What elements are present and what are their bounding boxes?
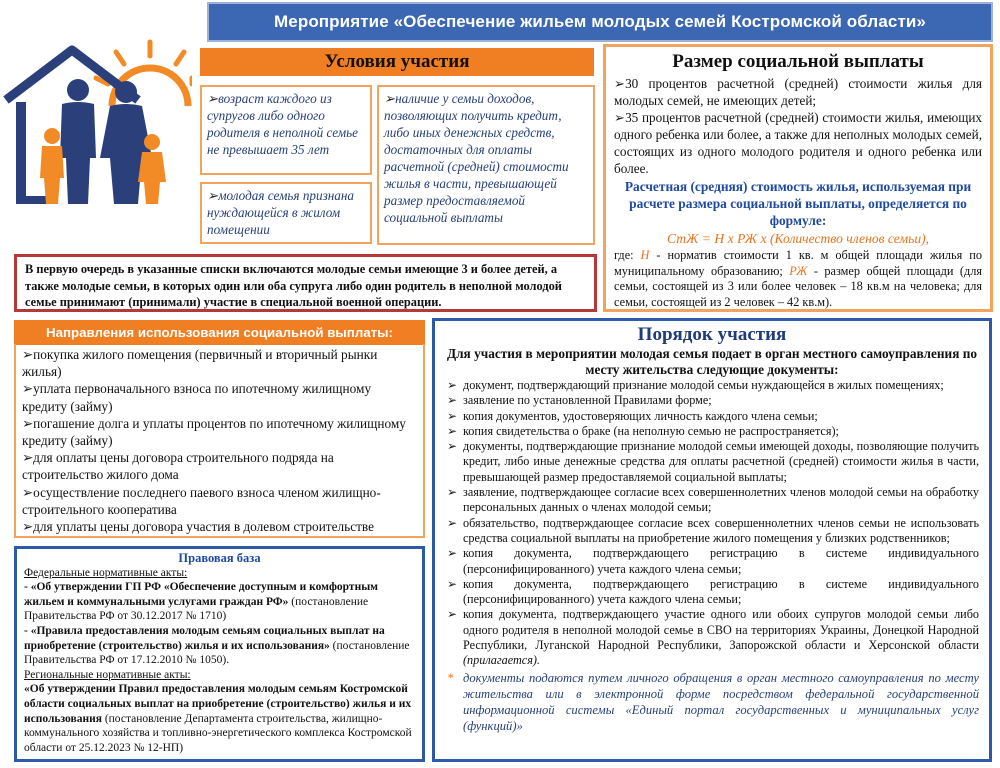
list-item (22, 518, 417, 535)
condition-text: возраст каждого из супругов либо одного родителя в неполной семье не превышает 35 лет (207, 91, 359, 157)
order-footnote-text: документы подаются путем личного обращения в орган местного самоуправления по месту жительства или в электронной форме посредством федеральной государственной информационной системы «Единый портал государственных и муниципальных услуг (функций)» (463, 670, 979, 733)
chevron-right-icon: ➢ (22, 381, 34, 397)
chevron-right-icon: ➢ (447, 576, 458, 591)
page-title: Мероприятие «Обеспечение жильем молодых семей Костромской области» (274, 12, 926, 31)
condition-text: молодая семья признана нуждающейся в жилом помещении (207, 188, 355, 237)
chevron-right-icon: ➢ (447, 485, 458, 500)
formula: СтЖ = Н х РЖ х (Количество членов семьи), (666, 231, 930, 246)
payment-item (614, 75, 982, 109)
chevron-right-icon: ➢ (614, 110, 626, 125)
chevron-right-icon: ➢ (447, 393, 458, 408)
document-item (445, 546, 979, 577)
explain-rzh: РЖ (789, 263, 808, 278)
document-item-text: заявление, подтверждающее согласие всех совершеннолетних членов молодой семьи на обработку персональных данных о членах молодой семьи; (463, 485, 979, 515)
payment-title: Размер социальной выплаты (672, 51, 924, 72)
payment-item-text: 30 процентов расчетной (средней) стоимости жилья для молодых семей, не имеющих детей; (614, 76, 982, 108)
document-item (445, 378, 979, 393)
list-item-text: покупка жилого помещения (первичный и вторичный рынки жилья) (22, 347, 378, 380)
list-item-text: осуществление последнего паевого взноса членом жилищно-строительного кооператива (22, 484, 381, 517)
list-item-text: уплата первоначального взноса по ипотечному жилищному кредиту (займу) (22, 381, 372, 414)
document-item-text: копия документа, подтверждающего регистрацию в системе индивидуального (персонифицированного) учета каждого члена семьи; (463, 576, 979, 607)
legal-act-name: - «Об утверждении ГП РФ «Обеспечение доступным и комфортным жильем и коммунальными услугами граждан РФ» (24, 581, 379, 608)
asterisk-icon: * (447, 670, 454, 685)
document-item (445, 393, 979, 408)
chevron-right-icon: ➢ (22, 519, 34, 535)
chevron-right-icon: ➢ (447, 378, 458, 392)
directions-title: Направления использования социальной выплаты: (46, 325, 393, 340)
priority-notice: В первую очередь в указанные списки включаются молодые семьи имеющие 3 и более детей, а также молодые семьи, в которых один или оба супруга либо один родитель в неполной молодой семье принимают (принимали) участие в специальной военной операции. (14, 254, 597, 312)
list-item (22, 380, 417, 414)
document-item-text: копия свидетельства о браке (на неполную семью не распространяется); (463, 423, 839, 438)
formula-title: Расчетная (средняя) стоимость жилья, используемая при расчете размера социальной выплаты, определяется по формуле: (624, 179, 972, 228)
list-item-text: для уплаты цены договора участия в долевом строительстве (33, 519, 375, 535)
explain-rzh-text: - размер общей площади (для семьи, состоящей из 3 или более человек – 18 кв.м на человека; для семьи, состоящей из 2 человек – 42 кв.м). (614, 263, 982, 309)
legal-act-note: (постановление Правительства РФ от 30.12.2017 № 1710) (24, 595, 369, 623)
legal-act-note: (постановление Департамента строительства, жилищно-коммунального хозяйства и топливно-энергетического комплекса Костромской области от 25.12.2023 № 12-НП) (24, 712, 412, 754)
chevron-right-icon: ➢ (22, 415, 34, 431)
chevron-right-icon: ➢ (22, 484, 34, 500)
document-item (445, 409, 979, 424)
chevron-right-icon: ➢ (614, 76, 626, 91)
payment-item-text: 35 процентов расчетной (средней) стоимости жилья, имеющих одного ребенка или более, а также для неполных молодых семей, состоящих из одного молодого родителя и одного ребенка или более. (614, 110, 982, 176)
document-item-text: заявление по установленной Правилами форме; (463, 393, 712, 408)
document-item-suffix: (прилагается). (463, 653, 540, 668)
order-subtitle: Для участия в мероприятии молодая семья подает в орган местного самоуправления по месту жительства следующие документы: (446, 346, 978, 377)
condition-income (377, 85, 595, 245)
document-item-text: копия документа, подтверждающего регистрацию в системе индивидуального (персонифицированного) учета каждого члена семьи; (463, 546, 979, 576)
list-item (22, 346, 417, 380)
chevron-right-icon: ➢ (207, 188, 219, 203)
list-item-text: для оплаты цены договора строительного подряда на строительство жилого дома (22, 450, 334, 483)
legal-title: Правовая база (178, 551, 261, 565)
directions-title-bar (14, 320, 425, 345)
order-title: Порядок участия (637, 324, 787, 345)
legal-act (24, 682, 415, 755)
document-item (445, 577, 979, 608)
document-item-text: документ, подтверждающий признание молодой семьи нуждающейся в жилых помещениях; (463, 378, 944, 392)
family-house-illustration (2, 28, 192, 208)
list-item-text: погашение долга и уплаты процентов по ипотечному жилищному кредиту (займу) (22, 415, 406, 449)
chevron-right-icon: ➢ (447, 515, 458, 530)
federal-label: Федеральные нормативные акты: (24, 566, 188, 579)
conditions-title: Условия участия (324, 51, 470, 72)
document-item (445, 424, 979, 439)
conditions-title-bar (200, 48, 594, 76)
chevron-right-icon: ➢ (447, 439, 458, 454)
list-item (22, 484, 417, 518)
chevron-right-icon: ➢ (447, 423, 458, 438)
list-item (22, 415, 417, 449)
chevron-right-icon: ➢ (22, 450, 34, 466)
document-item-text: обязательство, подтверждающее согласие всех совершеннолетних членов семьи не использовать средства социальной выплаты на приобретение жилого помещения у близких родственников; (463, 515, 979, 545)
explain-where: где: (614, 248, 634, 262)
legal-act-name: «Об утверждении Правил предоставления молодым семьям Костромской области социальных выплат на приобретение (строительство) жилья и их использования (24, 683, 412, 725)
document-item-text: копия документа, подтверждающего участие одного или обоих супругов молодой семьи либо одного родителя в неполной молодой семье в СВО на территориях Украины, Донецкой Народной Республики, Луганской Народной Республики, Запорожской области и Херсонской области (463, 607, 979, 653)
chevron-right-icon: ➢ (447, 546, 458, 561)
document-item (445, 607, 979, 668)
formula-explanation (614, 248, 982, 310)
document-item-text: документы, подтверждающие признание молодой семьи имеющей доходы, позволяющие получить кредит, либо иные денежные средства для оплаты расчетной (средней) стоимости жилья в части, превышающей размер предоставляемой социальной выплаты; (463, 439, 979, 484)
legal-act (24, 580, 415, 624)
document-item (445, 439, 979, 485)
page-header (207, 2, 993, 42)
children-icon (40, 128, 166, 204)
directions-list (14, 344, 425, 538)
explain-n: Н (640, 248, 650, 262)
chevron-right-icon: ➢ (22, 347, 34, 362)
legal-act-note: (постановление Правительства РФ от 17.12.2010 № 1050). (24, 639, 410, 667)
payment-item (614, 109, 982, 177)
order-footnote (445, 670, 979, 734)
chevron-right-icon: ➢ (447, 408, 458, 423)
payment-size-panel (603, 44, 993, 312)
legal-act (24, 624, 415, 668)
participation-order-panel (432, 318, 992, 762)
regional-label: Региональные нормативные акты: (24, 668, 191, 681)
legal-basis-panel (14, 546, 425, 762)
list-item (22, 449, 417, 483)
legal-act-name: - «Правила предоставления молодым семьям социальных выплат на приобретение (строительство) жилья и их использования» (24, 624, 385, 652)
chevron-right-icon: ➢ (207, 91, 219, 106)
chevron-right-icon: ➢ (384, 91, 396, 106)
document-item-text: копия документов, удостоверяющих личность каждого члена семьи; (463, 408, 818, 423)
document-item (445, 516, 979, 547)
explain-n-text: - норматив стоимости 1 кв. м общей площади жилья по муниципальному образованию; (614, 248, 983, 278)
condition-need (200, 182, 372, 244)
chevron-right-icon: ➢ (447, 607, 458, 622)
condition-text: наличие у семьи доходов, позволяющих получить кредит, либо иных денежных средств, достаточных для оплаты расчетной (средней) стоимости жилья в части, превышающей размер предоставляемой социальной выплаты (384, 91, 569, 225)
document-item (445, 485, 979, 516)
condition-age (200, 85, 372, 175)
